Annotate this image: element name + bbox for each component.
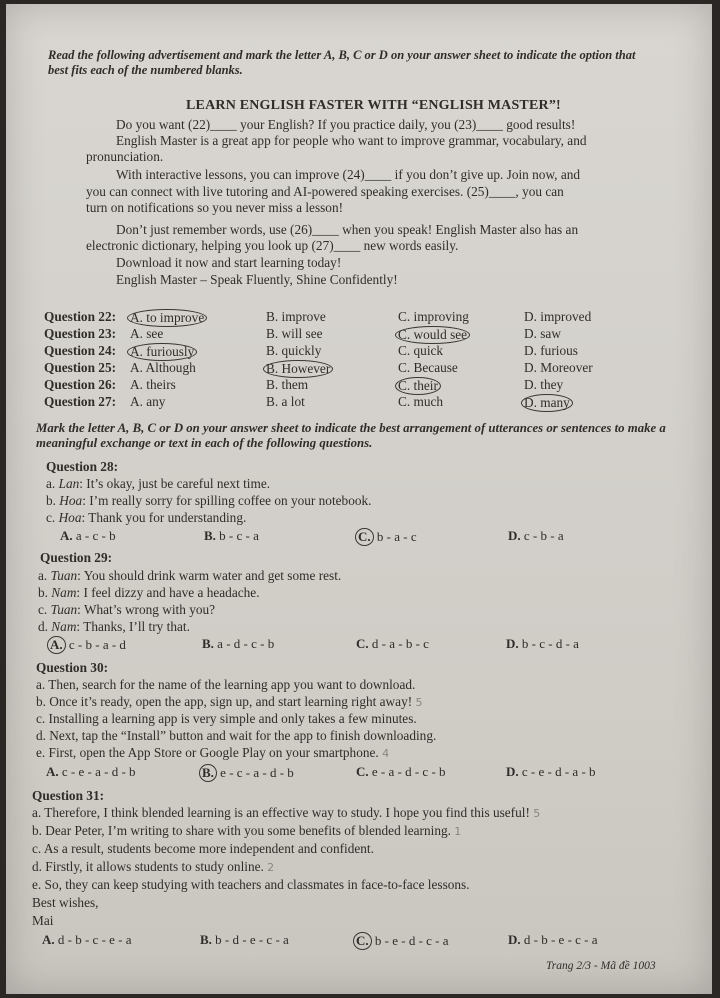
- question-27-option-b[interactable]: B. a lot: [266, 394, 305, 409]
- question-23-option-d[interactable]: D. saw: [524, 326, 561, 341]
- ad-line: Do you want (22)____ your English? If you practice daily, you (23)____ good results!: [116, 117, 576, 132]
- question-31-option-c[interactable]: C. b - e - d - c - a: [356, 932, 449, 950]
- instruction-advertisement: Read the following advertisement and mark the letter A, B, C or D on your answer sheet to indicate the option that best fits each of the numbered blanks.: [48, 48, 636, 77]
- question-31-line-a: a. Therefore, I think blended learning is an effective way to study. I hope you find this useful! 5: [32, 805, 541, 820]
- question-26-option-c[interactable]: C. their: [398, 377, 441, 395]
- question-22-option-b[interactable]: B. improve: [266, 309, 326, 324]
- question-24-option-a[interactable]: A. furiously: [130, 343, 197, 361]
- ad-line: English Master – Speak Fluently, Shine Confidently!: [116, 272, 398, 287]
- question-23-label: Question 23:: [44, 326, 117, 341]
- question-29-line-d: d. Nam: Thanks, I’ll try that.: [38, 619, 190, 634]
- question-25-option-d[interactable]: D. Moreover: [524, 360, 593, 375]
- question-27-option-a[interactable]: A. any: [130, 394, 166, 409]
- question-24-label: Question 24:: [44, 343, 117, 358]
- question-23-option-b[interactable]: B. will see: [266, 326, 323, 341]
- question-24-option-c[interactable]: C. quick: [398, 343, 444, 358]
- instruction-arrangement: Mark the letter A, B, C or D on your answer sheet to indicate the best arrangement of utterances or sentences to make a meaningful exchange or text in each of the following questions.: [36, 421, 666, 450]
- question-28-line-a: a. Lan: It’s okay, just be careful next time.: [46, 476, 271, 491]
- question-27-option-c[interactable]: C. much: [398, 394, 444, 409]
- question-29-option-c[interactable]: C. d - a - b - c: [356, 636, 429, 651]
- question-31-line-b: b. Dear Peter, I’m writing to share with you some benefits of blended learning. 1: [32, 823, 462, 838]
- ad-line: turn on notifications so you never miss a lesson!: [86, 200, 344, 215]
- question-23-option-c[interactable]: C. would see: [398, 326, 470, 344]
- question-29-title: Question 29:: [40, 550, 113, 565]
- question-31-option-b[interactable]: B. b - d - e - c - a: [200, 932, 289, 947]
- question-28-option-a[interactable]: A. a - c - b: [60, 528, 116, 543]
- question-23-option-a[interactable]: A. see: [130, 326, 164, 341]
- question-29-line-a: a. Tuan: You should drink warm water and get some rest.: [38, 568, 342, 583]
- question-22-option-d[interactable]: D. improved: [524, 309, 592, 324]
- question-22-label: Question 22:: [44, 309, 117, 324]
- question-27-option-d[interactable]: D. many: [524, 394, 573, 412]
- question-30-option-d[interactable]: D. c - e - d - a - b: [506, 764, 596, 779]
- question-30-option-a[interactable]: A. c - e - a - d - b: [46, 764, 136, 779]
- question-28-line-b: b. Hoa: I’m really sorry for spilling coffee on your notebook.: [46, 493, 372, 508]
- question-31-closing: Best wishes,: [32, 895, 99, 910]
- ad-line: you can connect with live tutoring and AI-powered speaking exercises. (25)____, you can: [86, 184, 564, 199]
- question-26-label: Question 26:: [44, 377, 117, 392]
- ad-line: pronunciation.: [86, 149, 164, 164]
- question-24-option-d[interactable]: D. furious: [524, 343, 578, 358]
- question-25-option-b[interactable]: B. However: [266, 360, 333, 378]
- pencil-mark: 5: [415, 696, 423, 709]
- question-30-option-b[interactable]: B. e - c - a - d - b: [202, 764, 294, 782]
- question-31-line-c: c. As a result, students become more independent and confident.: [32, 841, 374, 856]
- question-26-option-b[interactable]: B. them: [266, 377, 309, 392]
- exam-sheet: [6, 4, 712, 994]
- question-28-title: Question 28:: [46, 459, 119, 474]
- ad-line: English Master is a great app for people who want to improve grammar, vocabulary, and: [116, 133, 587, 148]
- pencil-mark: 4: [382, 747, 390, 760]
- question-25-label: Question 25:: [44, 360, 117, 375]
- question-24-option-b[interactable]: B. quickly: [266, 343, 322, 358]
- ad-line: electronic dictionary, helping you look up (27)____ new words easily.: [86, 238, 459, 253]
- question-26-option-a[interactable]: A. theirs: [130, 377, 176, 392]
- question-26-option-d[interactable]: D. they: [524, 377, 564, 392]
- ad-line: Download it now and start learning today!: [116, 255, 342, 270]
- question-28-option-c[interactable]: C. b - a - c: [358, 528, 417, 546]
- ad-line: With interactive lessons, you can improve (24)____ if you don’t give up. Join now, and: [116, 167, 581, 182]
- ad-line: Don’t just remember words, use (26)____ when you speak! English Master also has an: [116, 222, 579, 237]
- question-30-line-b: b. Once it’s ready, open the app, sign up, and start learning right away! 5: [36, 694, 423, 709]
- question-30-title: Question 30:: [36, 660, 109, 675]
- question-28-option-b[interactable]: B. b - c - a: [204, 528, 259, 543]
- question-31-option-a[interactable]: A. d - b - c - e - a: [42, 932, 132, 947]
- question-30-line-a: a. Then, search for the name of the learning app you want to download.: [36, 677, 416, 692]
- question-31-line-e: e. So, they can keep studying with teachers and classmates in face-to-face lessons.: [32, 877, 470, 892]
- question-31-option-d[interactable]: D. d - b - e - c - a: [508, 932, 598, 947]
- question-22-option-c[interactable]: C. improving: [398, 309, 469, 324]
- pencil-mark: 2: [267, 861, 275, 874]
- pencil-mark: 5: [533, 807, 541, 820]
- question-31-title: Question 31:: [32, 788, 105, 803]
- question-28-option-d[interactable]: D. c - b - a: [508, 528, 564, 543]
- page-footer: Trang 2/3 - Mã đề 1003: [546, 960, 656, 972]
- question-22-option-a[interactable]: A. to improve: [130, 309, 207, 327]
- question-30-line-d: d. Next, tap the “Install” button and wait for the app to finish downloading.: [36, 728, 437, 743]
- question-30-line-c: c. Installing a learning app is very simple and only takes a few minutes.: [36, 711, 417, 726]
- question-31-signature: Mai: [32, 913, 54, 928]
- question-31-line-d: d. Firstly, it allows students to study online. 2: [32, 859, 275, 874]
- pencil-mark: 1: [454, 825, 462, 838]
- question-30-option-c[interactable]: C. e - a - d - c - b: [356, 764, 446, 779]
- question-29-option-b[interactable]: B. a - d - c - b: [202, 636, 275, 651]
- question-29-option-d[interactable]: D. b - c - d - a: [506, 636, 579, 651]
- question-30-line-e: e. First, open the App Store or Google Play on your smartphone. 4: [36, 745, 390, 760]
- question-28-line-c: c. Hoa: Thank you for understanding.: [46, 510, 247, 525]
- question-25-option-a[interactable]: A. Although: [130, 360, 196, 375]
- question-27-label: Question 27:: [44, 394, 117, 409]
- ad-title: LEARN ENGLISH FASTER WITH “ENGLISH MASTER”!: [186, 98, 561, 113]
- question-25-option-c[interactable]: C. Because: [398, 360, 458, 375]
- question-29-option-a[interactable]: A. c - b - a - d: [50, 636, 126, 654]
- question-29-line-b: b. Nam: I feel dizzy and have a headache.: [38, 585, 260, 600]
- question-29-line-c: c. Tuan: What’s wrong with you?: [38, 602, 216, 617]
